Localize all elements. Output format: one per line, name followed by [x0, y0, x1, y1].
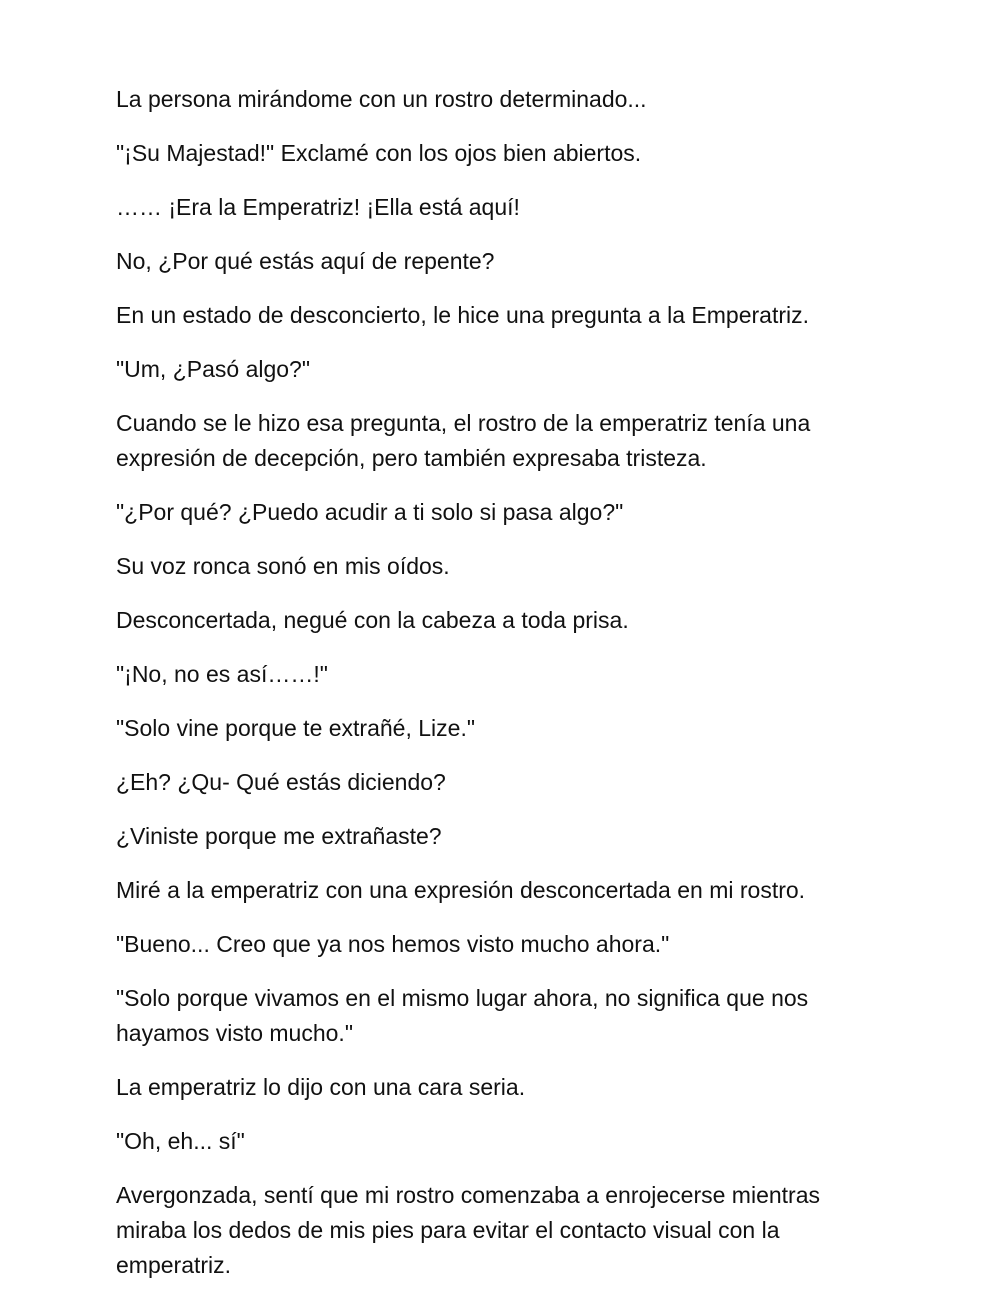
paragraph: La emperatriz lo dijo con una cara seria.: [116, 1074, 526, 1100]
paragraph: En un estado de desconcierto, le hice una pregunta a la Emperatriz.: [116, 302, 809, 328]
paragraph: Miré a la emperatriz con una expresión desconcertada en mi rostro.: [116, 877, 806, 903]
paragraph: "Bueno... Creo que ya nos hemos visto mucho ahora.": [116, 931, 670, 957]
paragraph: La persona mirándome con un rostro determinado...: [116, 86, 647, 112]
paragraph: "¡No, no es así……!": [116, 661, 328, 687]
paragraph: "¿Por qué? ¿Puedo acudir a ti solo si pasa algo?": [116, 499, 624, 525]
paragraph: "¡Su Majestad!" Exclamé con los ojos bien abiertos.: [116, 140, 642, 166]
paragraph: "Oh, eh... sí": [116, 1128, 245, 1154]
paragraph: Avergonzada, sentí que mi rostro comenzaba a enrojecerse mientras miraba los dedos de mis pies para evitar el contacto visual con la emperatriz.: [116, 1182, 821, 1278]
paragraph: "Um, ¿Pasó algo?": [116, 356, 311, 382]
paragraph: ¿Viniste porque me extrañaste?: [116, 823, 442, 849]
paragraph: …… ¡Era la Emperatriz! ¡Ella está aquí!: [116, 194, 520, 220]
paragraph: No, ¿Por qué estás aquí de repente?: [116, 248, 495, 274]
paragraph: Desconcertada, negué con la cabeza a toda prisa.: [116, 607, 629, 633]
paragraph: "Solo porque vivamos en el mismo lugar ahora, no significa que nos hayamos visto mucho.": [116, 985, 809, 1046]
paragraph: ¿Eh? ¿Qu- Qué estás diciendo?: [116, 769, 446, 795]
paragraph: Cuando se le hizo esa pregunta, el rostro de la emperatriz tenía una expresión de decepción, pero también expresaba tristeza.: [116, 410, 811, 471]
document-body: [116, 82, 876, 1302]
paragraph: Su voz ronca sonó en mis oídos.: [116, 553, 450, 579]
paragraph: "Solo vine porque te extrañé, Lize.": [116, 715, 475, 741]
